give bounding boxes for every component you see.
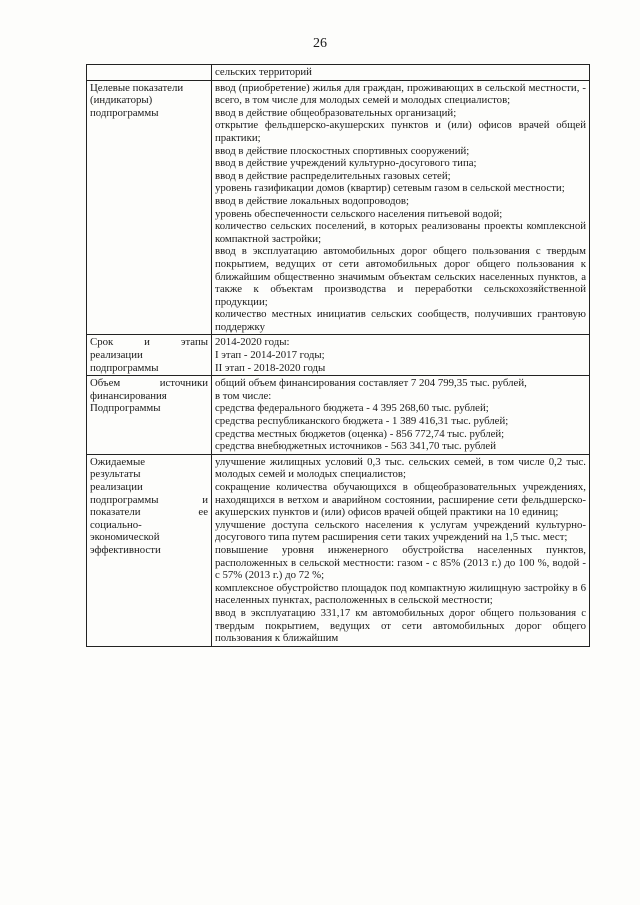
row-label-line: Объем источники <box>90 377 208 390</box>
row-value-item: уровень обеспеченности сельского населения питьевой водой; <box>215 207 503 220</box>
row-value-item: общий объем финансирования составляет 7 204 799,35 тыс. рублей, <box>215 377 527 390</box>
row-value-item: 2014-2020 годы: <box>215 336 290 349</box>
row-value-item: ввод в действие плоскостных спортивных сооружений; <box>215 144 470 157</box>
row-value-item: ввод в действие локальных водопроводов; <box>215 194 410 207</box>
row-label-line: экономической <box>90 531 160 544</box>
row-label-line: подпрограммы <box>90 361 159 374</box>
row-value-item: I этап - 2014-2017 годы; <box>215 349 325 362</box>
row-label-line: показатели ее <box>90 506 208 519</box>
row-label-cell <box>87 454 212 646</box>
row-value-item: открытие фельдшерско-акушерских пунктов и (или) офисов врачей общей практики; <box>215 119 586 144</box>
row-value-item: в том числе: <box>215 389 272 402</box>
row-value-cell <box>212 335 590 376</box>
row-value-item: средства республиканского бюджета - 1 389 416,31 тыс. рублей; <box>215 415 509 428</box>
row-label-line: Срок и этапы <box>90 336 208 349</box>
table-row <box>87 335 590 376</box>
row-value-item: количество местных инициатив сельских сообществ, получивших грантовую поддержку <box>215 308 586 333</box>
row-label-line: финансирования <box>90 389 167 402</box>
table-row <box>87 65 590 81</box>
row-label-line: реализации <box>90 481 143 493</box>
row-label-line: Целевые показатели <box>90 81 184 94</box>
row-value-item: сельских территорий <box>215 66 312 78</box>
row-value-cell <box>212 80 590 335</box>
row-value-item: ввод в эксплуатацию автомобильных дорог общего пользования с твердым покрытием, ведущих от сети автомобильных дорог общего пользования к ближайшим общественно значимым объектам сельских населенных пунктов, а также к объектам производства и переработки сельскохозяйственной продукции; <box>215 245 586 308</box>
table-row <box>87 376 590 455</box>
row-label-line: эффективности <box>90 543 161 556</box>
row-label-line: подпрограммы и <box>90 493 208 506</box>
row-value-cell <box>212 65 590 81</box>
row-label-cell <box>87 65 212 81</box>
row-value-item: уровень газификации домов (квартир) сетевым газом в сельской местности; <box>215 182 565 195</box>
row-value-item: сокращение количества обучающихся в общеобразовательных учреждениях, находящихся в ветхом и аварийном состоянии, расширение сети фельдшерско-акушерских пунктов и (или) офисов врачей общей практики на 10 единиц; <box>215 481 586 519</box>
row-label-line: Ожидаемые <box>90 455 145 468</box>
row-label-line: подпрограммы <box>90 106 159 119</box>
row-value-item: ввод в эксплуатацию 331,17 км автомобильных дорог общего пользования с твердым покрытием, ведущих от сети автомобильных дорог общего пользования к ближайшим <box>215 606 586 645</box>
row-label-cell <box>87 80 212 335</box>
row-label-cell <box>87 376 212 455</box>
row-value-item: комплексное обустройство площадок под компактную жилищную застройку в 6 населенных пунктах, расположенных в сельской местности; <box>215 581 586 607</box>
row-value-cell <box>212 376 590 455</box>
passport-table <box>86 64 590 647</box>
page-number: 26 <box>313 36 327 51</box>
row-value-item: улучшение доступа сельского населения к услугам учреждений культурно-досугового типа путем расширения сети таких учреждений на 1,5 тыс. мест; <box>215 518 586 544</box>
row-label-cell <box>87 335 212 376</box>
row-value-item: улучшение жилищных условий 0,3 тыс. сельских семей, в том числе 0,2 тыс. молодых семей и молодых специалистов; <box>215 455 586 481</box>
row-value-item: ввод в действие учреждений культурно-досугового типа; <box>215 157 477 170</box>
row-value-item: ввод в действие распределительных газовых сетей; <box>215 169 451 182</box>
row-value-item: ввод (приобретение) жилья для граждан, проживающих в сельской местности, - всего, в том числе для молодых семей и молодых специалистов; <box>215 81 586 107</box>
row-value-item: ввод в действие общеобразовательных организаций; <box>215 106 457 119</box>
row-label-line: реализации <box>90 349 143 362</box>
row-value-item: II этап - 2018-2020 годы <box>215 361 326 374</box>
row-value-item: количество сельских поселений, в которых реализованы проекты комплексной компактной застройки; <box>215 220 586 245</box>
row-label-line: социально- <box>90 518 142 531</box>
row-value-item: средства местных бюджетов (оценка) - 856 772,74 тыс. рублей; <box>215 427 505 440</box>
row-value-item: средства внебюджетных источников - 563 341,70 тыс. рублей <box>215 440 497 453</box>
table-row <box>87 454 590 646</box>
row-value-cell <box>212 454 590 646</box>
row-label-line: (индикаторы) <box>90 94 153 107</box>
row-label-line: результаты <box>90 468 141 481</box>
row-value-item: повышение уровня инженерного обустройства населенных пунктов, расположенных в сельской местности: газом - с 85% (2013 г.) до 100 %, водой - с 57% (2013 г.) до 72 %; <box>215 543 586 582</box>
table-row <box>87 80 590 335</box>
row-label-line: Подпрограммы <box>90 402 161 415</box>
row-value-item: средства федерального бюджета - 4 395 268,60 тыс. рублей; <box>215 402 489 415</box>
